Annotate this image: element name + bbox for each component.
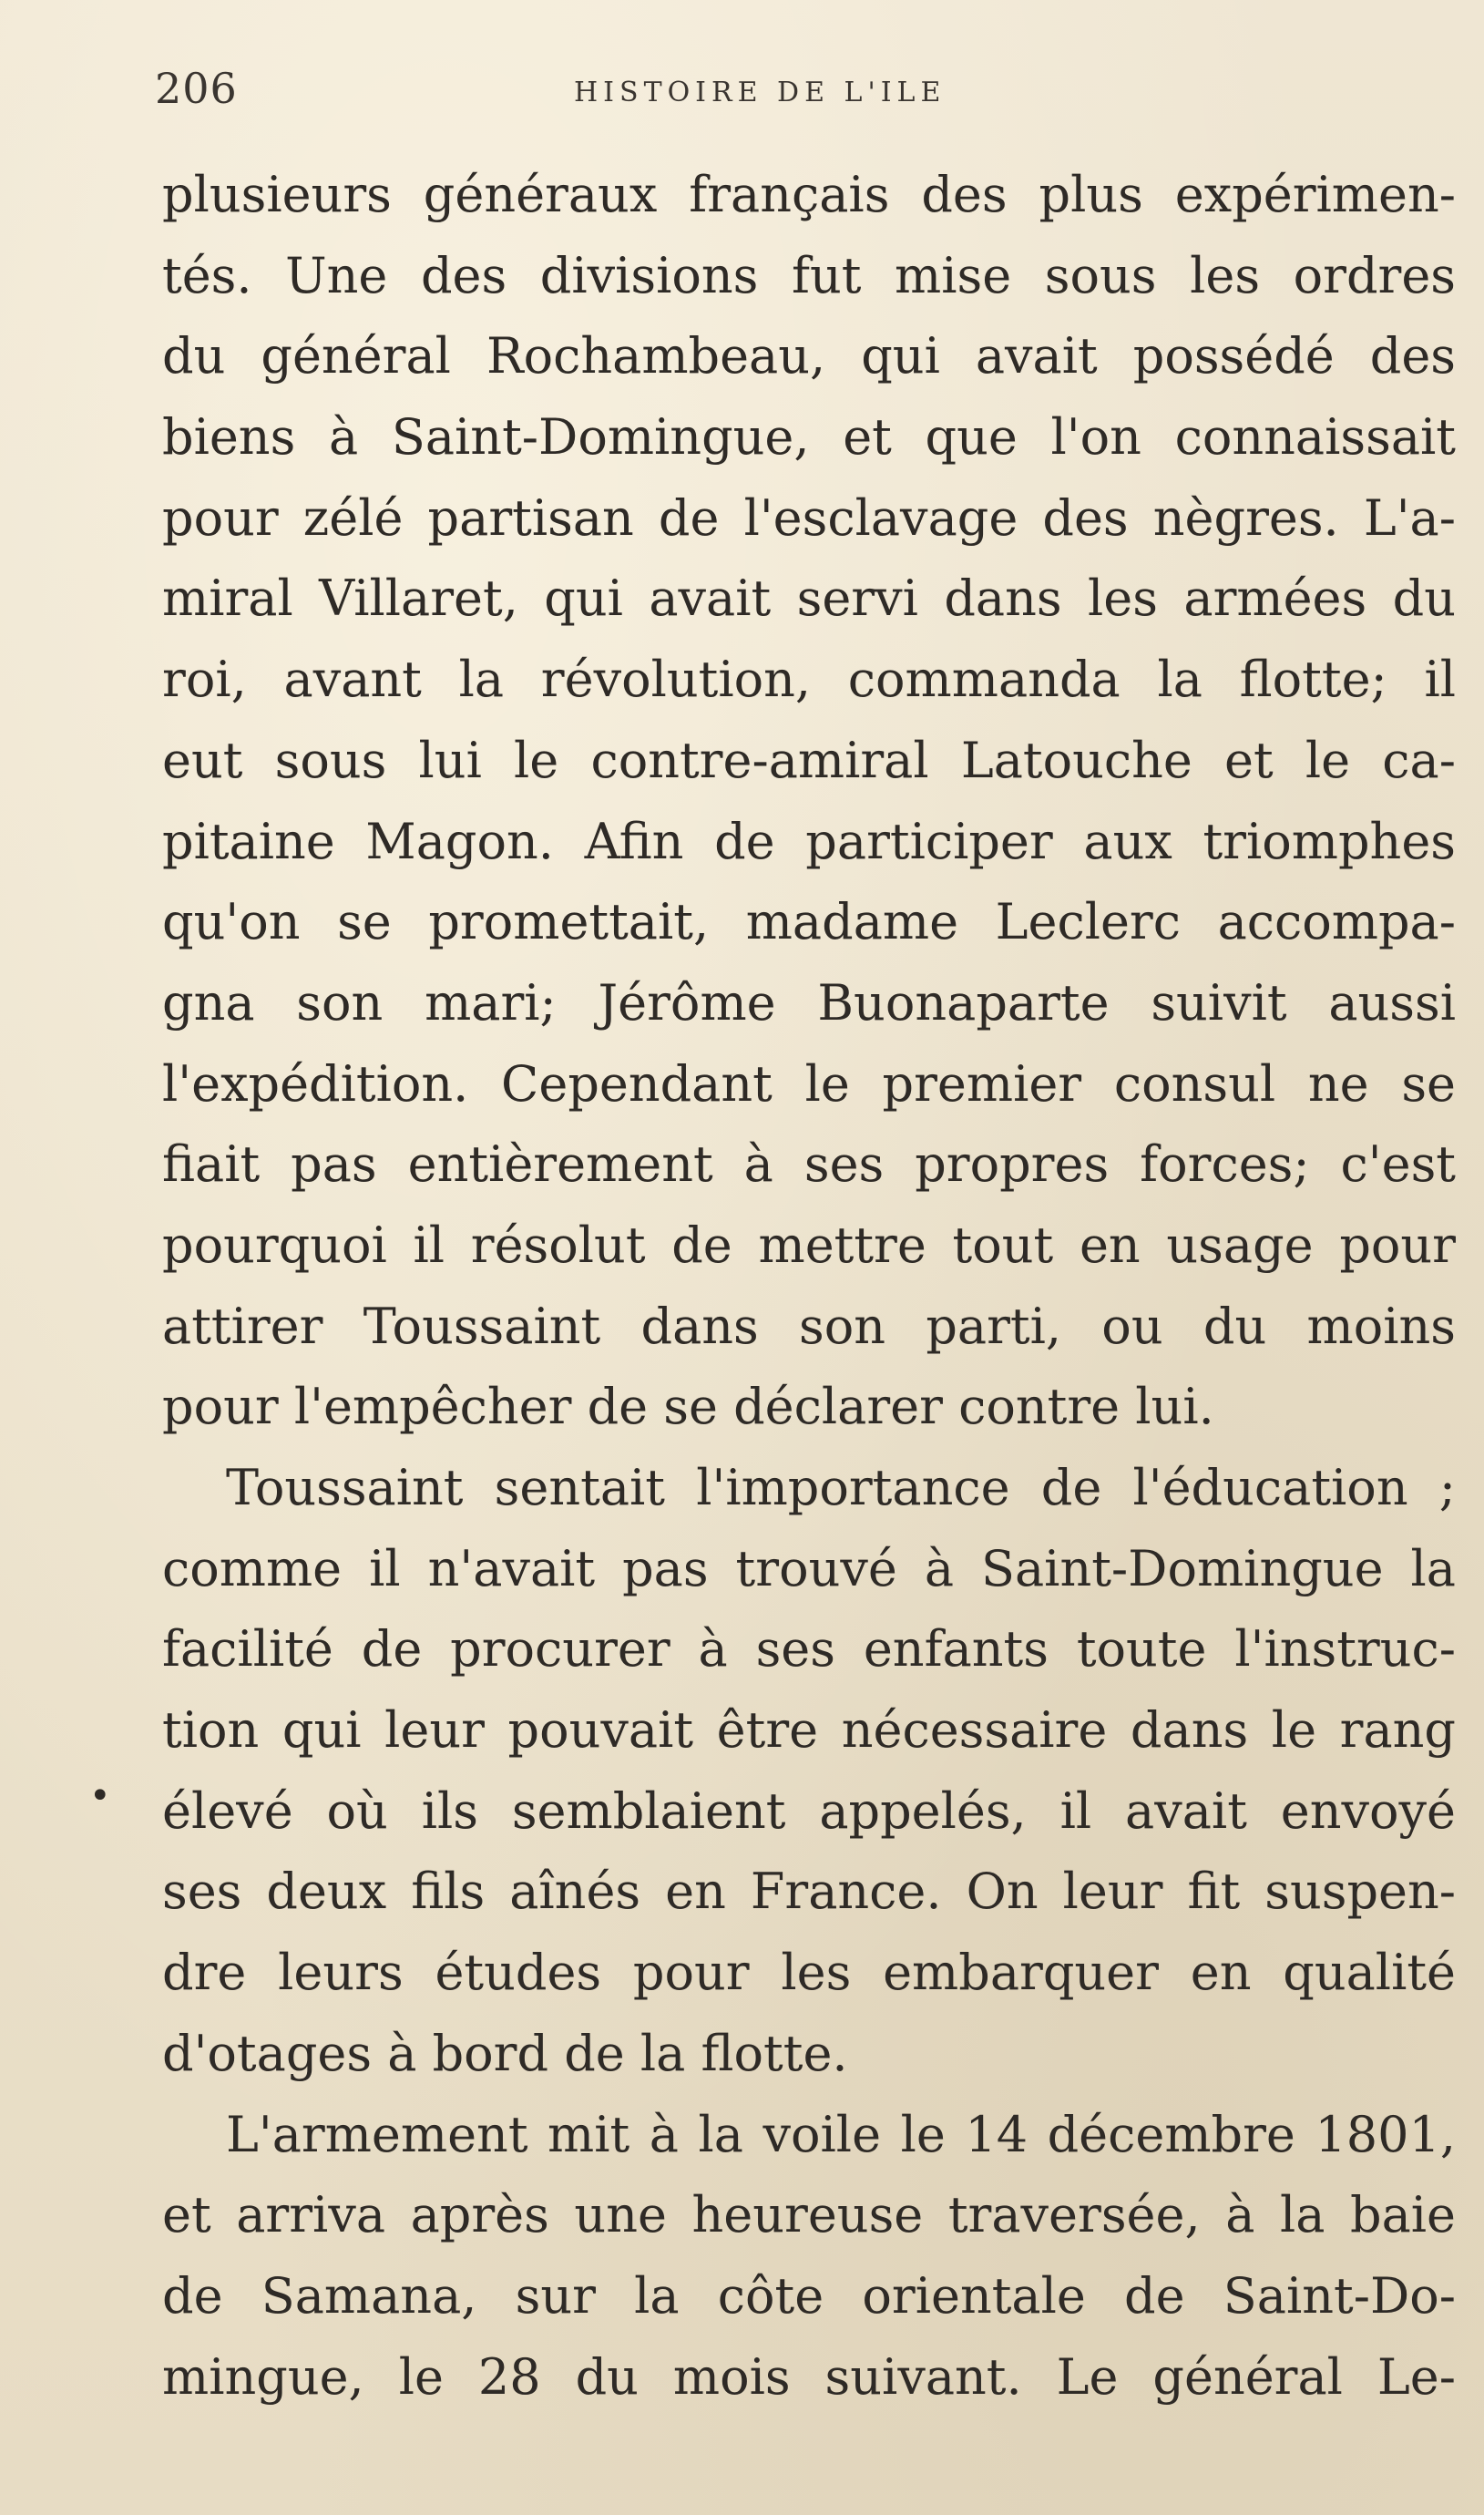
- text-line: tion qui leur pouvait être nécessaire dans le rang: [162, 1701, 1456, 1760]
- margin-mark: •: [89, 1775, 111, 1817]
- text-line: eut sous lui le contre-amiral Latouche et le ca-: [162, 731, 1456, 789]
- body-text: [162, 155, 1456, 2417]
- text-line: du général Rochambeau, qui avait possédé des: [162, 327, 1456, 385]
- text-line: plusieurs généraux français des plus expérimen-: [162, 166, 1456, 223]
- text-line: ses deux fils aînés en France. On leur fit suspen-: [162, 1863, 1456, 1921]
- text-line: pour l'empêcher de se déclarer contre lui.: [162, 1378, 1214, 1436]
- text-line: miral Villaret, qui avait servi dans les armées du: [162, 570, 1456, 628]
- text-line: biens à Saint-Domingue, et que l'on connaissait: [162, 408, 1456, 467]
- text-line: pour zélé partisan de l'esclavage des nègres. L'a-: [162, 488, 1456, 547]
- text-line: dre leurs études pour les embarquer en qualité: [162, 1944, 1456, 2002]
- text-line: mingue, le 28 du mois suivant. Le général Le-: [162, 2347, 1456, 2406]
- text-line: de Samana, sur la côte orientale de Saint-Do-: [162, 2266, 1456, 2325]
- page-number: 206: [155, 64, 238, 113]
- running-title: HISTOIRE DE L'ILE: [574, 77, 947, 108]
- text-line: pitaine Magon. Afin de participer aux triomphes: [162, 812, 1456, 870]
- text-line: et arriva après une heureuse traversée, à la baie: [162, 2186, 1456, 2244]
- text-line: élevé où ils semblaient appelés, il avait envoyé: [162, 1781, 1456, 1840]
- text-line: d'otages à bord de la flotte.: [162, 2024, 848, 2082]
- text-line: gna son mari; Jérôme Buonaparte suivit aussi: [162, 973, 1456, 1032]
- text-line: qu'on se promettait, madame Leclerc accompa-: [162, 893, 1456, 951]
- text-line: attirer Toussaint dans son parti, ou du moins: [162, 1297, 1456, 1355]
- text-line: l'expédition. Cependant le premier consul ne se: [162, 1054, 1456, 1113]
- text-line: L'armement mit à la voile le 14 décembre 1801,: [226, 2105, 1456, 2163]
- text-line: Toussaint sentait l'importance de l'éducation ;: [226, 1459, 1456, 1516]
- text-line: fiait pas entièrement à ses propres forces; c'est: [162, 1135, 1456, 1194]
- text-line: tés. Une des divisions fut mise sous les ordres: [162, 246, 1456, 304]
- running-head: [155, 64, 1448, 128]
- text-line: facilité de procurer à ses enfants toute l'instruc-: [162, 1620, 1456, 1678]
- text-line: roi, avant la révolution, commanda la flotte; il: [162, 651, 1456, 709]
- text-line: pourquoi il résolut de mettre tout en usage pour: [162, 1216, 1456, 1274]
- text-line: comme il n'avait pas trouvé à Saint-Domingue la: [162, 1539, 1456, 1597]
